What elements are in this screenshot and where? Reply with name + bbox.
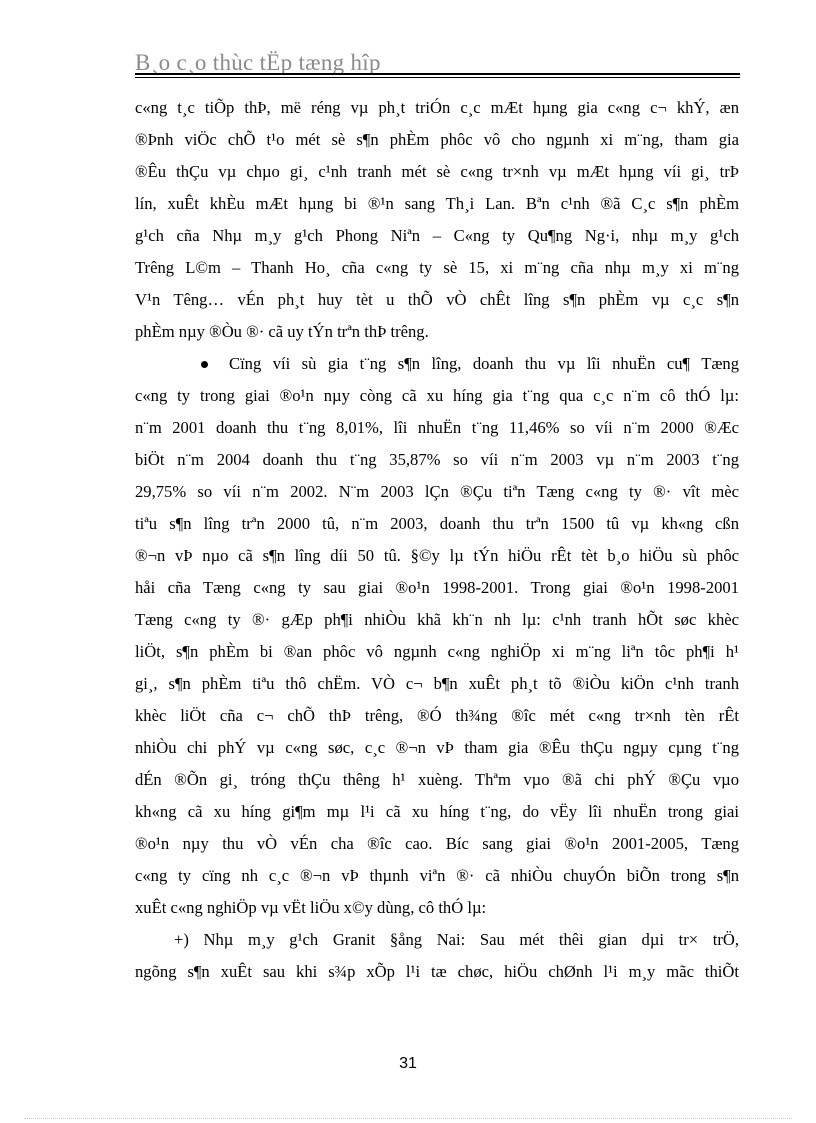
- text-line: Trêng L©m – Thanh Ho¸ cña c«ng ty sè 15, xi m¨ng cña nhµ m¸y xi m¨ng: [135, 258, 739, 277]
- text-line: +) Nhµ m¸y g¹ch Granit §ång Nai: Sau mét thêi gian dµi tr× trÖ,: [174, 930, 739, 949]
- text-line: 29,75% so víi n¨m 2002. N¨m 2003 lÇn ®Çu tiªn Tæng c«ng ty ®· vît mèc: [135, 482, 739, 501]
- text-line: phÈm nµy ®Òu ®· cã uy tÝn trªn thÞ trêng.: [135, 322, 429, 341]
- text-line: c«ng ty cïng nh c¸c ®¬n vÞ thµnh viªn ®· cã nhiÒu chuyÓn biÕn trong s¶n: [135, 866, 739, 885]
- text-line: ®o¹n nµy thu vÒ vÉn cha ®îc cao. Bíc sang giai ®o¹n 2001-2005, Tæng: [135, 834, 739, 853]
- text-line: V¹n Têng… vÉn ph¸t huy tèt u thÕ vÒ chÊt lîng s¶n phÈm vµ c¸c s¶n: [135, 290, 739, 309]
- text-line: xuÊt c«ng nghiÖp vµ vËt liÖu x©y dùng, cô thÓ lµ:: [135, 898, 487, 917]
- text-line: khèc liÖt cña c¬ chÕ thÞ trêng, ®Ó th¾ng ®îc mét c«ng tr×nh tèn rÊt: [135, 706, 739, 725]
- text-line: Tæng c«ng ty ®· gÆp ph¶i nhiÒu khã kh¨n nh lµ: c¹nh tranh hÕt søc khèc: [135, 610, 739, 629]
- text-line: ngõng s¶n xuÊt sau khi s¾p xÕp l¹i tæ chøc, hiÖu chØnh l¹i m¸y mãc thiÕt: [135, 962, 739, 981]
- text-line: c«ng ty trong giai ®o¹n nµy còng cã xu híng gia t¨ng qua c¸c n¨m cô thÓ lµ:: [135, 386, 739, 405]
- text-line: håi cña Tæng c«ng ty sau giai ®o¹n 1998-2001. Trong giai ®o¹n 1998-2001: [135, 578, 739, 597]
- text-line: nhiÒu chi phÝ vµ c«ng søc, c¸c ®¬n vÞ tham gia ®Êu thÇu ngµy cµng t¨ng: [135, 738, 739, 757]
- page-header-title: B¸o c¸o thùc tËp tæng hîp: [135, 50, 381, 75]
- text-line: kh«ng cã xu híng gi¶m mµ l¹i cã xu híng t¨ng, do vËy lîi nhuËn trong giai: [135, 802, 739, 821]
- text-line: dÉn ®Õn gi¸ tróng thÇu thêng h¹ xuèng. Thªm vµo ®ã chi phÝ ®Çu vµo: [135, 770, 739, 789]
- text-line: ®Þnh viÖc chÕ t¹o mét sè s¶n phÈm phôc vô cho ngµnh xi m¨ng, tham gia: [135, 130, 739, 149]
- header-rule: [135, 73, 740, 75]
- bullet-icon: [201, 361, 208, 368]
- footer-rule: [24, 1118, 792, 1119]
- document-body: [135, 92, 739, 988]
- header-rule-thin: [135, 77, 740, 78]
- text-line: ®¬n vÞ nµo cã s¶n lîng díi 50 tû. §©y lµ tÝn hiÖu rÊt tèt b¸o hiÖu sù phôc: [135, 546, 739, 565]
- text-line: Cïng víi sù gia t¨ng s¶n lîng, doanh thu vµ lîi nhuËn cu¶ Tæng: [229, 354, 739, 373]
- text-line: gi¸, s¶n phÈm tiªu thô chËm. VÒ c¬ b¶n xuÊt ph¸t tõ ®iÒu kiÖn c¹nh tranh: [135, 674, 739, 693]
- text-line: tiªu s¶n lîng trªn 2000 tû, n¨m 2003, doanh thu trªn 1500 tû vµ kh«ng cßn: [135, 514, 739, 533]
- text-line: c«ng t¸c tiÕp thÞ, më réng vµ ph¸t triÓn c¸c mÆt hµng gia c«ng c¬ khÝ, æn: [135, 98, 739, 117]
- text-line: g¹ch cña Nhµ m¸y g¹ch Phong Niªn – C«ng ty Qu¶ng Ng·i, nhµ m¸y g¹ch: [135, 226, 739, 245]
- text-line: ®Êu thÇu vµ chµo gi¸ c¹nh tranh mét sè c«ng tr×nh vµ mÆt hµng víi gi¸ trÞ: [135, 162, 739, 181]
- text-line: biÖt n¨m 2004 doanh thu t¨ng 35,87% so víi n¨m 2003 vµ n¨m 2003 t¨ng: [135, 450, 739, 469]
- text-line: lín, xuÊt khÈu mÆt hµng bi ®¹n sang Th¸i Lan. Bªn c¹nh ®ã C¸c s¶n phÈm: [135, 194, 739, 213]
- text-line: n¨m 2001 doanh thu t¨ng 8,01%, lîi nhuËn t¨ng 11,46% so víi n¨m 2000 ®Æc: [135, 418, 739, 437]
- text-line: liÖt, s¶n phÈm bi ®an phôc vô ngµnh c«ng nghiÖp xi m¨ng liªn tôc ph¶i h¹: [135, 642, 739, 661]
- page-number: 31: [399, 1055, 417, 1072]
- bullet-line: [135, 348, 739, 380]
